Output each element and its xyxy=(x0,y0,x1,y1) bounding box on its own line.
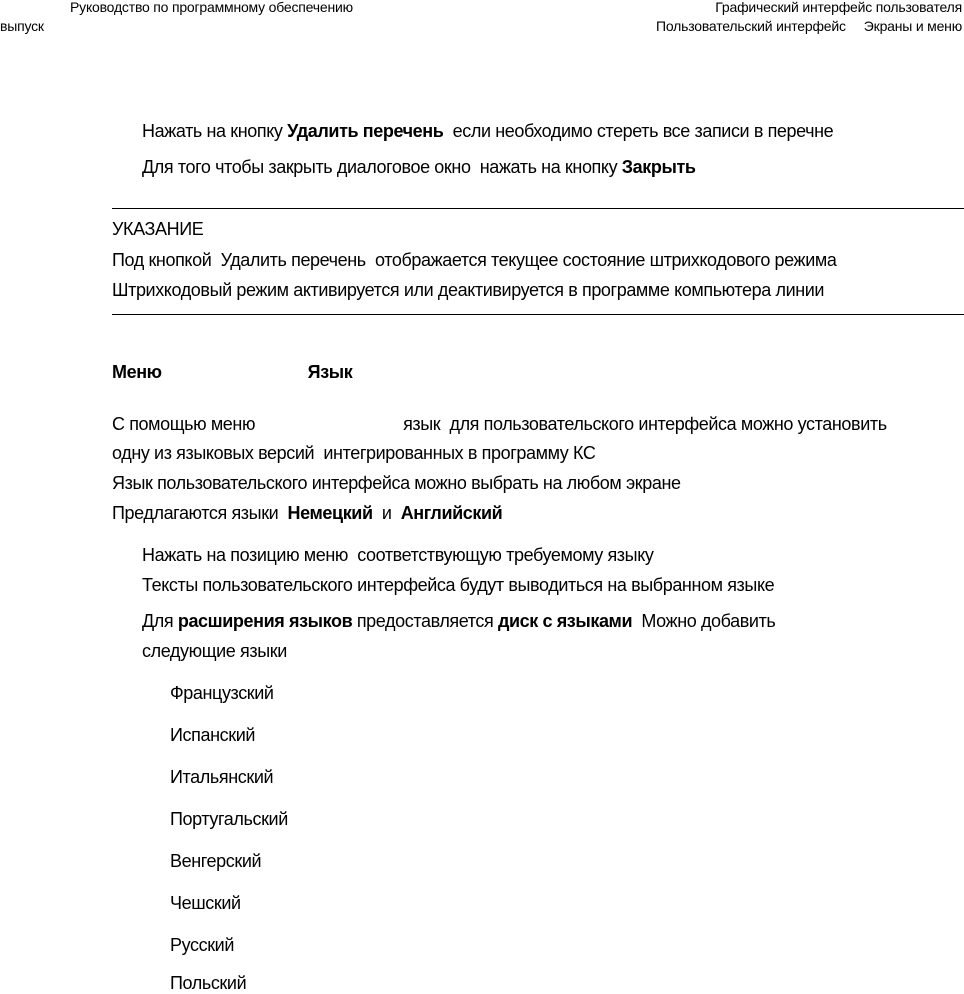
step-delete-list xyxy=(142,120,833,142)
paragraph xyxy=(112,502,502,524)
step xyxy=(142,610,775,632)
heading-part: Язык xyxy=(307,362,353,382)
note-line: Штрихкодовый режим активируется или деактивируется в программе компьютера линии xyxy=(112,280,825,300)
language-item: Венгерский xyxy=(170,851,262,871)
text: С помощью меню xyxy=(112,414,256,434)
header-left-title: Руководство по программному обеспечению xyxy=(70,0,353,15)
language-item: Чешский xyxy=(170,893,241,913)
header-left-sub: выпуск xyxy=(0,18,44,34)
language-item: Польский xyxy=(170,973,247,993)
text: если необходимо стереть все записи в перечне xyxy=(443,121,834,141)
language-item: Итальянский xyxy=(170,767,274,787)
divider xyxy=(112,314,964,315)
language-item: Испанский xyxy=(170,725,256,745)
text: Для того чтобы закрыть диалоговое окно нажать на кнопку xyxy=(142,157,622,177)
step-close xyxy=(142,156,696,178)
text: Предлагаются языки xyxy=(112,503,288,523)
text: и xyxy=(372,503,401,523)
text: Для xyxy=(142,611,178,631)
step: следующие языки xyxy=(142,641,287,661)
step: Тексты пользовательского интерфейса будут выводиться на выбранном языке xyxy=(142,575,775,595)
text: Можно добавить xyxy=(632,611,776,631)
language-item: Французский xyxy=(170,683,274,703)
step: Нажать на позицию меню соответствующую требуемому языку xyxy=(142,545,654,565)
header-right-sub-a: Пользовательский интерфейс xyxy=(655,18,846,34)
text: Немецкий xyxy=(287,503,373,523)
text: расширения языков xyxy=(177,611,353,631)
language-item: Русский xyxy=(170,935,234,955)
header-right-sub-b: Экраны и меню xyxy=(863,18,962,34)
paragraph: одну из языковых версий интегрированных в программу КС xyxy=(112,443,596,463)
text: Английский xyxy=(400,503,503,523)
paragraph xyxy=(112,413,887,435)
button-ref: Закрыть xyxy=(621,157,696,177)
header-right-title: Графический интерфейс пользователя xyxy=(715,0,962,15)
heading-part: Меню xyxy=(112,362,162,382)
text: предоставляется xyxy=(352,611,498,631)
note-line: Под кнопкой Удалить перечень отображается текущее состояние штрихкодового режима xyxy=(112,250,837,270)
divider xyxy=(112,208,964,209)
text: язык для пользовательского интерфейса можно установить xyxy=(403,414,887,434)
note-title: УКАЗАНИЕ xyxy=(112,219,204,239)
paragraph: Язык пользовательского интерфейса можно выбрать на любом экране xyxy=(112,473,681,493)
section-heading xyxy=(112,361,352,383)
button-ref: Удалить перечень xyxy=(287,121,444,141)
text: Нажать на кнопку xyxy=(142,121,288,141)
header-right-sub xyxy=(656,18,962,34)
text: диск с языками xyxy=(497,611,633,631)
language-item: Португальский xyxy=(170,809,288,829)
